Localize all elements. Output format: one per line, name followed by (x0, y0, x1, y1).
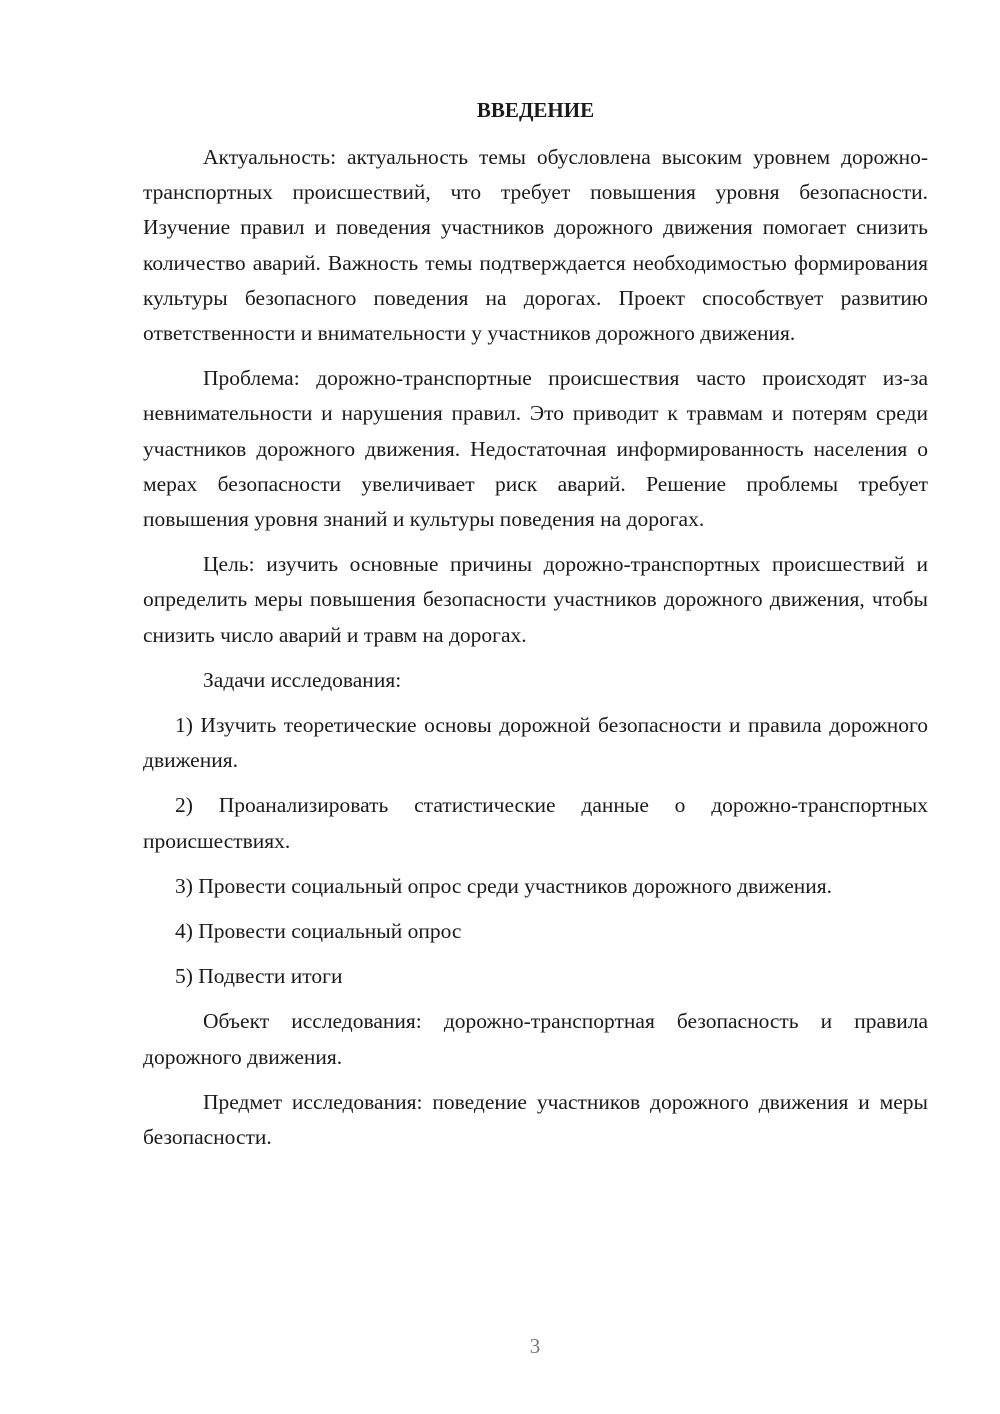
paragraph-object: Объект исследования: дорожно-транспортная безопасность и правила дорожного движения. (143, 1009, 928, 1069)
page-title: ВВЕДЕНИЕ (476, 98, 595, 122)
paragraph-problem: Проблема: дорожно-транспортные происшествия часто происходят из-за невнимательности и нарушения правил. Это приводит к травмам и потерям среди участников дорожного движения. Недостаточная информированность населения о мерах безопасности увеличивает риск аварий. Решение проблемы требует повышения уровня знаний и культуры поведения на дорогах. (143, 366, 928, 532)
task-item-4: 4) Провести социальный опрос (175, 919, 462, 944)
paragraph-subject: Предмет исследования: поведение участников дорожного движения и меры безопасности. (143, 1089, 928, 1150)
task-item-1: 1) Изучить теоретические основы дорожной безопасности и правила дорожного движения. (143, 713, 928, 773)
task-item-2: 2) Проанализировать статистические данные о дорожно-транспортных происшествиях. (143, 793, 928, 853)
page-number: 3 (529, 1334, 541, 1358)
paragraph-relevance: Актуальность: актуальность темы обусловлена высоким уровнем дорожно-транспортных происшествий, что требует повышения уровня безопасности. Изучение правил и поведения участников дорожного движения помогает снизить количество аварий. Важность темы подтверждается необходимостью формирования культуры безопасного поведения на дорогах. Проект способствует развитию ответственности и внимательности у участников дорожного движения. (143, 145, 928, 346)
document-page (143, 94, 928, 1165)
paragraph-tasks-heading: Задачи исследования: (203, 667, 402, 692)
task-item-5: 5) Подвести итоги (175, 964, 343, 989)
paragraph-goal: Цель: изучить основные причины дорожно-транспортных происшествий и определить меры повышения безопасности участников дорожного движения, чтобы снизить число аварий и травм на дорогах. (143, 552, 928, 647)
task-item-3: 3) Провести социальный опрос среди участников дорожного движения. (175, 873, 833, 898)
